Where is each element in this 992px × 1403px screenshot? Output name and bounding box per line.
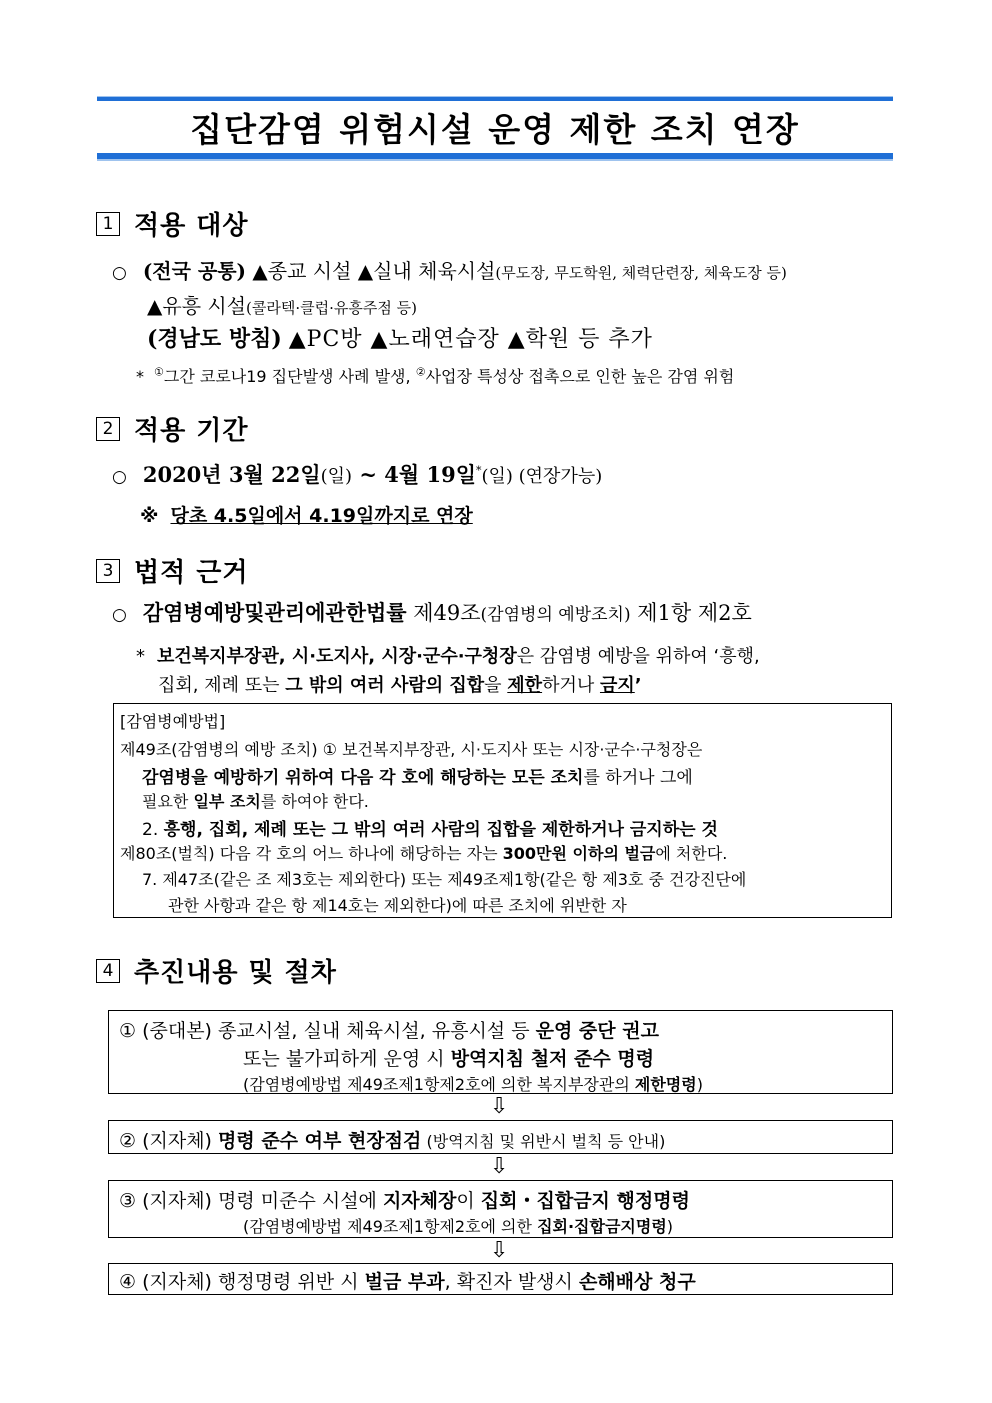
text: 를 하거나 그에 <box>583 768 693 788</box>
start-day: (일) <box>320 466 353 487</box>
law-box-header: [감염병예방법] <box>120 712 226 731</box>
bold-text: 집회・집합금지 행정명령 <box>480 1190 690 1212</box>
note-star: * <box>136 367 144 386</box>
down-arrow-icon: ⇩ <box>490 1154 509 1179</box>
text: ① (중대본) 종교시설, 실내 체육시설, 유흥시설 등 <box>119 1020 536 1042</box>
law-box-line-3 <box>142 789 369 812</box>
note-rest: 은 감염병 예방을 위하여 ‘흥행, <box>516 646 760 667</box>
process-step-3 <box>108 1180 893 1238</box>
section-3-heading <box>96 552 249 589</box>
section-title: 적용 기간 <box>134 416 249 446</box>
bold-text: 명령 준수 여부 현장점검 <box>218 1130 422 1152</box>
period-line <box>112 459 602 489</box>
bold-text: 손해배상 청구 <box>578 1271 696 1293</box>
law-excerpt-box <box>113 703 892 918</box>
text: 2. <box>142 820 164 840</box>
text: (감염병예방법 제49조제1항제2호에 의한 <box>243 1217 538 1236</box>
law-clause: 제1항 제2호 <box>630 601 752 625</box>
section-number: 2 <box>96 417 120 441</box>
section-4-heading <box>96 952 337 989</box>
down-arrow-icon: ⇩ <box>490 1094 509 1119</box>
step-1-line-3 <box>243 1072 703 1095</box>
process-step-2 <box>108 1120 893 1154</box>
law-note-2 <box>158 671 642 697</box>
title-banner <box>97 97 893 159</box>
quote-close: ’ <box>634 675 642 696</box>
section-number: 4 <box>96 959 120 983</box>
gyeongnam-label: (경남도 방침) <box>147 326 282 352</box>
nationwide-label: (전국 공통) <box>142 259 247 283</box>
law-note-1 <box>136 642 760 668</box>
law-box-line-4 <box>142 815 718 840</box>
text: ③ (지자체) 명령 미준수 시설에 <box>119 1190 383 1212</box>
bold-text: 집회·집합금지명령 <box>537 1217 667 1236</box>
text: ④ (지자체) 행정명령 위반 시 <box>119 1271 365 1293</box>
note-mark: ※ <box>140 505 159 527</box>
text: ② (지자체) <box>119 1130 218 1152</box>
text: 에 처한다. <box>655 844 728 863</box>
text: (감염병예방법 제49조제1항제2호에 의한 복지부장관의 <box>243 1075 635 1094</box>
text: 를 하여야 한다. <box>260 792 369 811</box>
circle-2: ② <box>415 365 426 379</box>
text: 이 <box>456 1190 481 1212</box>
section-number: 3 <box>96 559 120 583</box>
text: 제80조(벌칙) 다음 각 호의 어느 하나에 해당하는 자는 <box>120 844 503 863</box>
gyeongnam-items: ▲PC방 ▲노래연습장 ▲학원 등 추가 <box>288 327 653 352</box>
law-name: 감염병예방및관리에관한법률 <box>142 600 407 625</box>
restrict: 제한 <box>507 675 543 696</box>
bold-text: 감염병을 예방하기 위하여 다음 각 호에 해당하는 모든 조치 <box>142 768 584 788</box>
entertainment-item: ▲유흥 시설 <box>147 294 247 318</box>
text: ) <box>696 1075 703 1094</box>
note-text-1: 그간 코로나19 집단발생 사례 발생, <box>163 367 416 386</box>
target-line-2 <box>147 290 417 319</box>
law-box-line-6: 7. 제47조(같은 조 제3호는 제외한다) 또는 제49조제1항(같은 항 제3호 중 건강진단에 <box>142 870 747 889</box>
step-3-line-1 <box>119 1186 690 1213</box>
text: , 확진자 발생시 <box>444 1271 579 1293</box>
bold-text: 운영 중단 권고 <box>535 1020 659 1042</box>
bold-text: 300만원 이하의 벌금 <box>502 844 656 863</box>
bold-text: 지자체장 <box>382 1190 457 1212</box>
law-box-line-5 <box>120 841 727 864</box>
end-star: * <box>475 464 482 477</box>
section-1-heading <box>96 205 249 242</box>
entertainment-detail: (콜라텍·클럽·유흥주점 등) <box>246 299 417 317</box>
step-2-line <box>119 1126 665 1153</box>
text: (방역지침 및 위반시 벌칙 등 안내) <box>421 1132 666 1151</box>
target-note <box>136 364 734 387</box>
section-number: 1 <box>96 212 120 236</box>
note-text-2: 사업장 특성상 접촉으로 인한 높은 감염 위험 <box>425 367 735 386</box>
down-arrow-icon: ⇩ <box>490 1238 509 1263</box>
bullet: ○ <box>112 467 127 487</box>
extension-note: (연장가능) <box>512 466 603 487</box>
step-4-line <box>119 1267 696 1294</box>
bold-text: 흥행, 집회, 제례 또는 그 밖의 여러 사람의 집합을 제한하거나 금지하는 것 <box>163 820 718 840</box>
section-title: 추진내용 및 절차 <box>134 958 337 988</box>
text: 또는 불가피하게 운영 시 <box>243 1048 451 1070</box>
bold-text: 방역지침 철저 준수 명령 <box>450 1048 655 1070</box>
bold-text: 일부 조치 <box>193 792 261 811</box>
sports-detail: (무도장, 무도학원, 체력단련장, 체육도장 등) <box>495 264 787 282</box>
law-box-line-1: 제49조(감염병의 예방 조치) ① 보건복지부장관, 시·도지사 또는 시장·군수·구청장은 <box>120 740 703 759</box>
circle-1: ① <box>154 365 164 379</box>
text: 필요한 <box>142 792 194 811</box>
section-title: 적용 대상 <box>134 211 249 241</box>
note-text: 하거나 <box>542 675 600 696</box>
prohibit: 금지 <box>599 675 635 696</box>
process-step-1 <box>108 1010 893 1094</box>
note-star: * <box>136 646 145 667</box>
note-text: 집회, 제례 또는 <box>158 675 286 696</box>
target-line-3 <box>147 322 653 353</box>
nationwide-items: ▲종교 시설 ▲실내 체육시설 <box>252 259 496 283</box>
process-step-4 <box>108 1263 893 1295</box>
step-3-line-2 <box>243 1214 673 1237</box>
step-1-line-2 <box>243 1044 654 1071</box>
bold-text: 벌금 부과 <box>364 1271 445 1293</box>
law-box-line-7: 관한 사항과 같은 항 제14호는 제외한다)에 따른 조치에 위반한 자 <box>168 896 627 915</box>
step-1-line-1 <box>119 1016 659 1043</box>
law-article-title: (감염병의 예방조치) <box>480 605 631 625</box>
law-line <box>112 597 752 627</box>
end-day: (일) <box>481 466 513 487</box>
law-box-line-2 <box>142 763 693 788</box>
gathering: 그 밖의 여러 사람의 집합 <box>285 675 485 696</box>
start-date: 2020년 3월 22일 <box>142 462 321 487</box>
extension-text: 당초 4.5일에서 4.19일까지로 연장 <box>170 505 473 527</box>
officials: 보건복지부장관, 시·도지사, 시장·군수·구청장 <box>157 646 517 667</box>
page-title: 집단감염 위험시설 운영 제한 조치 연장 <box>190 109 800 149</box>
bullet: ○ <box>112 605 127 625</box>
end-date: ~ 4월 19일 <box>352 462 476 487</box>
section-2-heading <box>96 410 249 447</box>
text: ) <box>666 1217 674 1236</box>
section-title: 법적 근거 <box>134 558 249 588</box>
law-article: 제49조 <box>406 601 481 625</box>
bold-text: 제한명령 <box>634 1075 697 1094</box>
target-line-1 <box>112 255 787 284</box>
note-text: 을 <box>484 675 508 696</box>
period-note <box>140 501 473 528</box>
bullet: ○ <box>112 263 127 283</box>
